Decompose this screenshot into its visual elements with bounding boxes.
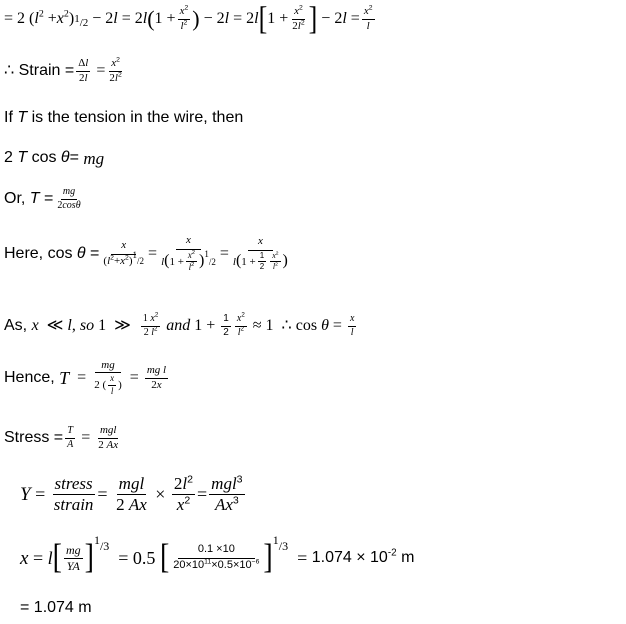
equation-line-10: Y = $\frac{\text{stress}}{\text{strain}}$ = $\frac{\text{mgl}}{2 Ax}$ × $\frac{2l^2}{x^2}$ = $\frac{mgl^3}{Ax^3}$	[20, 473, 243, 514]
text-line-3: If T is the tension in the wire, then	[4, 109, 244, 126]
equation-line-9: Stress = $\frac{T}{A}$ = $\frac{\text{mgl}}{2 Ax}$	[4, 423, 119, 451]
equation-line-4: 2 T cos θ = mg	[4, 148, 105, 168]
equation-line-8: Hence, T = mg 2 ( $\frac{x}{l}$ ) = $\frac{\text{mg l}}{2x}$	[4, 358, 167, 396]
equation-line-5: Or, T = $\frac{mg}{2\cos\theta}$	[4, 186, 81, 211]
equation-line-1: = 2 ( l $^2$ + x $^2$) 1 /2 − 2 l = 2 l ( 1 + $\frac{x^2}{l^2}$ ) − 2 l = 2 l [ 1 + $\frac{x^2}{2l^2}$ ] − 2 l = $\frac{x^2}{l}$	[4, 0, 373, 37]
result-line-12: = 1.074 m	[20, 599, 92, 616]
equation-line-2: ∴ Strain = $\frac{\Delta l}{2l}$ = $\frac{x^2}{2l^2}$	[4, 56, 122, 84]
equation-line-11: x = l [ $\frac{mg}{YA}$ ] 1 /3 = 0.5 [ $\frac{0.1 \times 10}{20\times 10^{11}\times 0.5\times 10^{-6}}$ ] 1 /3 = $1.074 \times 10^{-2}$ m	[20, 533, 415, 577]
equation-line-6: Here, cos θ = $\frac{x}{(l^2+x^2)^1/2}$ = x l(1 + $\frac{x^2}{l^2}$ )$^1$/2 = x l(1 + $\frac{1}{2}$ $\frac{x^2}{l^2}$ )	[4, 234, 288, 273]
equation-line-7: As, x ≪ l , so 1 ≫ $\frac{1 x^2}{2 l^2}$ and 1 + $\frac{1}{2}$ $\frac{x^2}{l^2}$ ≈ 1 ∴ cos θ = $\frac{x}{l}$	[4, 311, 355, 338]
